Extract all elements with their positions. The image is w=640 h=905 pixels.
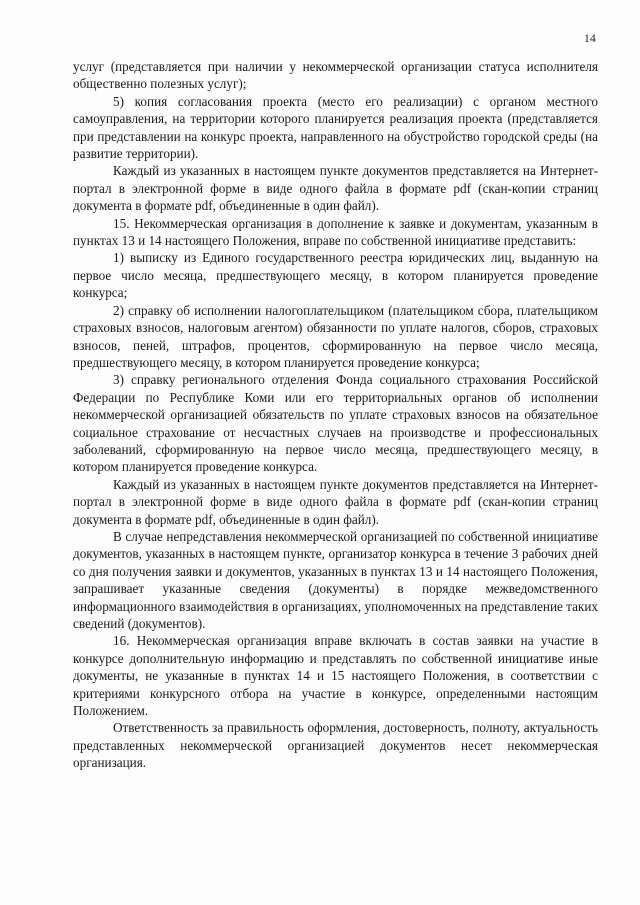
paragraph: 5) копия согласования проекта (место его реализации) с органом местного самоуправления, на территории которого планируется реализация проекта (представляется при представлении на конкурс проекта, направленного на обустройство городской среды (на развитие территории). bbox=[73, 93, 598, 162]
paragraph: Ответственность за правильность оформления, достоверность, полноту, актуальность представленных некоммерческой организацией документов несет некоммерческая организация. bbox=[73, 720, 598, 771]
paragraph: Каждый из указанных в настоящем пункте документов представляется на Интернет-портал в электронной форме в виде одного файла в формате pdf (скан-копии страниц документа в формате pdf, объединенные в один файл). bbox=[73, 476, 598, 527]
page-number: 14 bbox=[584, 33, 597, 45]
paragraph: Каждый из указанных в настоящем пункте документов представляется на Интернет-портал в электронной форме в виде одного файла в формате pdf (скан-копии страниц документа в формате pdf, объединенные в один файл). bbox=[73, 163, 598, 214]
document-body bbox=[73, 58, 598, 772]
paragraph: 2) справку об исполнении налогоплательщиком (плательщиком сбора, плательщиком страховых взносов, налоговым агентом) обязанности по уплате налогов, сборов, страховых взносов, пеней, штрафов, процентов, сформированную на первое число месяца, предшествующего месяцу, в котором планируется проведение конкурса; bbox=[73, 302, 598, 370]
paragraph: 3) справку регионального отделения Фонда социального страхования Российской Федерации по Республике Коми или его территориальных органов об исполнении некоммерческой организацией обязательств по уплате страховых взносов на обязательное социальное страхование от несчастных случаев на производстве и профессиональных заболеваний, сформированную на первое число месяца, предшествующего месяцу, в котором планируется проведение конкурса. bbox=[73, 372, 598, 475]
paragraph: 1) выписку из Единого государственного реестра юридических лиц, выданную на первое число месяца, предшествующего месяцу, в котором планируется проведение конкурса; bbox=[73, 250, 598, 301]
paragraph: В случае непредставления некоммерческой организацией по собственной инициативе документов, указанных в настоящем пункте, организатор конкурса в течение 3 рабочих дней со дня получения заявки и документов, указанных в пунктах 13 и 14 настоящего Положения, запрашивает указанные сведения (документы) в порядке межведомственного информационного взаимодействия в организациях, уполномоченных на представление таких сведений (документов). bbox=[73, 528, 598, 631]
paragraph: 16. Некоммерческая организация вправе включать в состав заявки на участие в конкурсе дополнительную информацию и представлять по собственной инициативе иные документы, не указанные в пунктах 14 и 15 настоящего Положения, в соответствии с критериями конкурсного отбора на участие в конкурсе, определенными настоящим Положением. bbox=[73, 633, 598, 719]
paragraph: услуг (представляется при наличии у некоммерческой организации статуса исполнителя общественно полезных услуг); bbox=[73, 59, 598, 92]
paragraph: 15. Некоммерческая организация в дополнение к заявке и документам, указанным в пунктах 13 и 14 настоящего Положения, вправе по собственной инициативе представить: bbox=[73, 215, 598, 249]
